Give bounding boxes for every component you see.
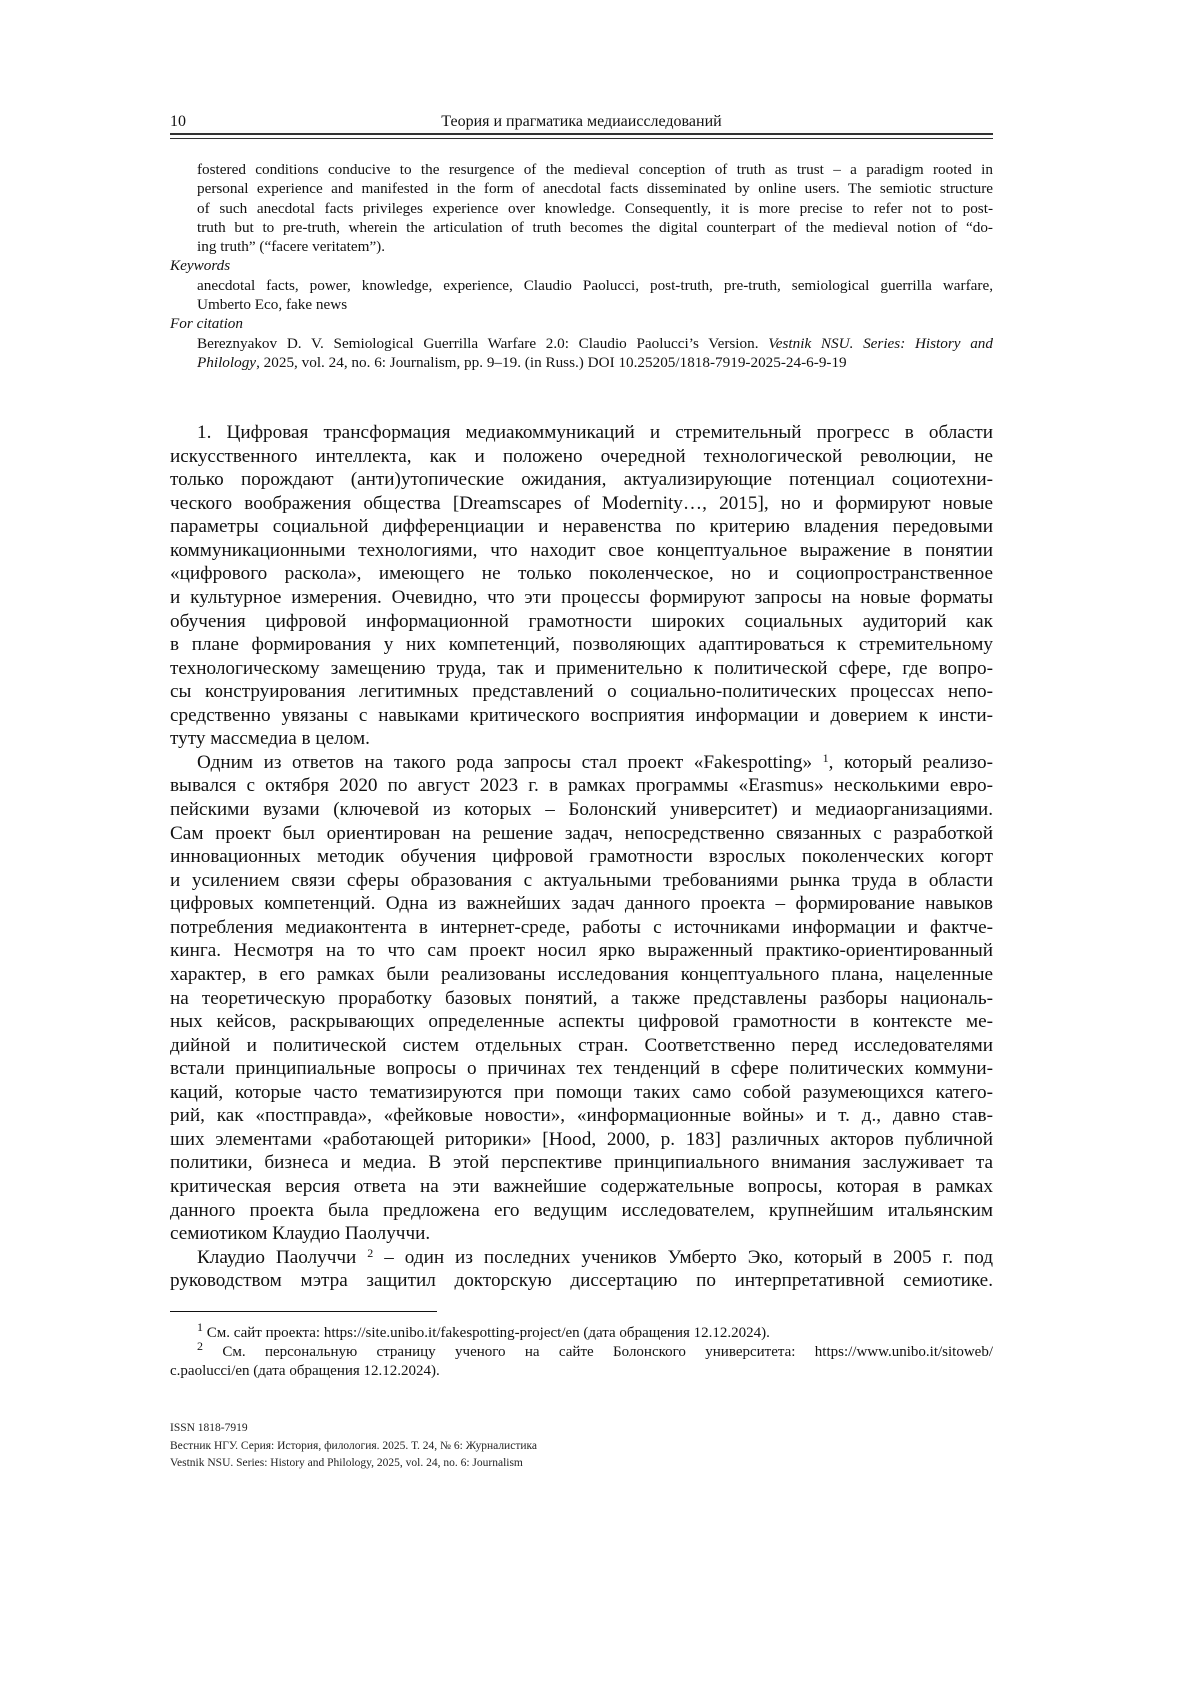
footnote-1 [170, 1324, 993, 1343]
text-line: политики, бизнеса и медиа. В этой перспективе принципиального внимания заслуживает та [170, 1151, 993, 1175]
text-line: цифровых компетенций. Одна из важнейших задач данного проекта – формирование навыков [170, 892, 993, 916]
footnote-2-cont: c.paolucci/en (дата обращения 12.12.2024). [170, 1362, 993, 1381]
paragraph-2 [170, 751, 993, 1246]
text-line: руководством мэтра защитил докторскую диссертацию по интерпретативной семиотике. [170, 1269, 993, 1293]
citation-authors-title: Bereznyakov D. V. Semiological Guerrilla Warfare 2.0: Claudio Paolucci’s Version. [197, 335, 768, 352]
text-line: только порождают (анти)утопические ожидания, актуализирующие потенциал социотехни- [170, 468, 993, 492]
text-line: рий, как «постправда», «фейковые новости», «информационные войны» и т. д., давно став- [170, 1104, 993, 1128]
text-line: Сам проект был ориентирован на решение задач, непосредственно связанных с разработкой [170, 822, 993, 846]
text-line: of such anecdotal facts privileges experience over knowledge. Consequently, it is more precise to refer not to post- [197, 199, 993, 218]
text-line: параметры социальной дифференциации и неравенства по критерию владения передовыми [170, 515, 993, 539]
text-line: 1. Цифровая трансформация медиакоммуникаций и стремительный прогресс в области [170, 421, 993, 445]
footnote-ref-1[interactable]: 1 [823, 751, 829, 765]
citation-label: For citation [170, 314, 993, 333]
text-line: personal experience and manifested in the form of anecdotal facts disseminated by online users. The semiotic structure [197, 179, 993, 198]
text-line: пейскими вузами (ключевой из которых – Болонский университет) и медиаорганизациями. [170, 798, 993, 822]
text-line: ческого воображения общества [Dreamscapes of Modernity…, 2015], но и формируют новые [170, 492, 993, 516]
footnote-text: См. персональную страницу ученого на сайте Болонского университета: https://www.unibo.it/sitoweb/ [203, 1344, 993, 1360]
text-line: технологическому замещению труда, так и применительно к политической сфере, где вопро- [170, 657, 993, 681]
text-line: anecdotal facts, power, knowledge, experience, Claudio Paolucci, post-truth, pre-truth, semiological guerrilla warfare, [197, 276, 993, 295]
keywords-text [170, 276, 993, 315]
text-line: ных кейсов, раскрывающих определенные аспекты цифровой грамотности в контексте ме- [170, 1010, 993, 1034]
running-title: Теория и прагматика медиаисследований [170, 113, 993, 131]
text-line: критическая версия ответа на эти важнейшие содержательные вопросы, которая в рамках [170, 1175, 993, 1199]
text-line [170, 1246, 993, 1270]
text-line: искусственного интеллекта, как и положено очередной технологической революции, не [170, 445, 993, 469]
text-line: Umberto Eco, fake news [197, 295, 993, 314]
text-line [170, 751, 993, 775]
text-line: ших элементами «работающей риторики» [Hood, 2000, p. 183] различных акторов публичной [170, 1128, 993, 1152]
citation-line [197, 353, 993, 372]
footer-journal-ru: Вестник НГУ. Серия: История, филология. 2025. Т. 24, № 6: Журналистика [170, 1438, 537, 1456]
text-line: характер, в его рамках были реализованы исследования концептуального плана, нацеленные [170, 963, 993, 987]
text-span: Одним из ответов на такого рода запросы стал проект «Fakespotting» [197, 752, 812, 773]
footnote-2 [170, 1343, 993, 1362]
abstract-text [170, 160, 993, 256]
text-line: ing truth” (“facere veritatem”). [197, 237, 993, 256]
paragraph-2-rest [170, 774, 993, 1245]
citation-line [197, 334, 993, 353]
text-line: потребления медиаконтента в интернет-среде, работы с источниками информации и фактче- [170, 916, 993, 940]
text-line: каций, которые часто тематизируются при помощи таких само собой разумеющихся катего- [170, 1081, 993, 1105]
main-text [170, 421, 993, 1293]
text-line: инновационных методик обучения цифровой грамотности взрослых поколенческих когорт [170, 845, 993, 869]
text-line: и усилением связи сферы образования с актуальными требованиями рынка труда в области [170, 869, 993, 893]
footnotes [170, 1324, 993, 1381]
page-footer [170, 1420, 537, 1473]
footer-journal-en: Vestnik NSU. Series: History and Philology, 2025, vol. 24, no. 6: Journalism [170, 1455, 537, 1473]
text-line: «цифрового раскола», имеющего не только поколенческое, но и социопространственное [170, 562, 993, 586]
footnote-ref-2[interactable]: 2 [367, 1246, 373, 1260]
text-line: и культурное измерения. Очевидно, что эти процессы формируют запросы на новые форматы [170, 586, 993, 610]
text-line: семиотиком Клаудио Паолуччи. [170, 1222, 993, 1246]
abstract-block [170, 160, 993, 372]
footnote-mark: 2 [197, 1339, 203, 1353]
text-line: коммуникационными технологиями, что находит свое концептуальное выражение в понятии [170, 539, 993, 563]
text-line: встали принципиальные вопросы о причинах тех тенденций в сфере политических коммуни- [170, 1057, 993, 1081]
page-number: 10 [170, 113, 186, 131]
text-line: средственно увязаны с навыками критического восприятия информации и доверием к инсти- [170, 704, 993, 728]
citation-journal: Vestnik NSU. Series: History and [768, 335, 993, 352]
paragraph-1 [170, 421, 993, 751]
text-line: туту массмедиа в целом. [170, 727, 993, 751]
text-line: fostered conditions conducive to the resurgence of the medieval conception of truth as trust – a paradigm rooted in [197, 160, 993, 179]
footnote-text: См. сайт проекта: https://site.unibo.it/fakespotting-project/en (дата обращения 12.12.2024). [203, 1325, 770, 1341]
citation-text [170, 334, 993, 373]
citation-details: , 2025, vol. 24, no. 6: Journalism, pp. 9–19. (in Russ.) DOI 10.25205/1818-7919-2025-24-6-9-19 [256, 354, 847, 371]
footnote-rule [170, 1311, 437, 1312]
text-line: сы конструирования легитимных представлений о социально-политических процессах непо- [170, 680, 993, 704]
text-line: в плане формирования у них компетенций, позволяющих адаптироваться к стремительному [170, 633, 993, 657]
footnote-mark: 1 [197, 1320, 203, 1334]
text-span: , который реализо- [829, 752, 993, 773]
paragraph-3 [170, 1246, 993, 1293]
text-line: дийной и политической систем отдельных стран. Соответственно перед исследователями [170, 1034, 993, 1058]
text-line: на теоретическую проработку базовых понятий, а также представлены разборы националь- [170, 987, 993, 1011]
text-span: Клаудио Паолуччи [197, 1247, 356, 1268]
citation-journal-cont: Philology [197, 354, 256, 371]
text-line: вывался с октября 2020 по август 2023 г. в рамках программы «Erasmus» несколькими евро- [170, 774, 993, 798]
text-span: – один из последних учеников Умберто Эко, который в 2005 г. под [373, 1247, 993, 1268]
text-line: данного проекта была предложена его ведущим исследователем, крупнейшим итальянским [170, 1199, 993, 1223]
text-line: truth but to pre-truth, wherein the articulation of truth becomes the digital counterpart of the medieval notion of “do- [197, 218, 993, 237]
text-line: кинга. Несмотря на то что сам проект носил ярко выраженный практико-ориентированный [170, 939, 993, 963]
text-line: обучения цифровой информационной грамотности широких социальных аудиторий как [170, 610, 993, 634]
keywords-label: Keywords [170, 256, 993, 275]
header-rule [170, 133, 993, 139]
footer-issn: ISSN 1818-7919 [170, 1420, 537, 1438]
